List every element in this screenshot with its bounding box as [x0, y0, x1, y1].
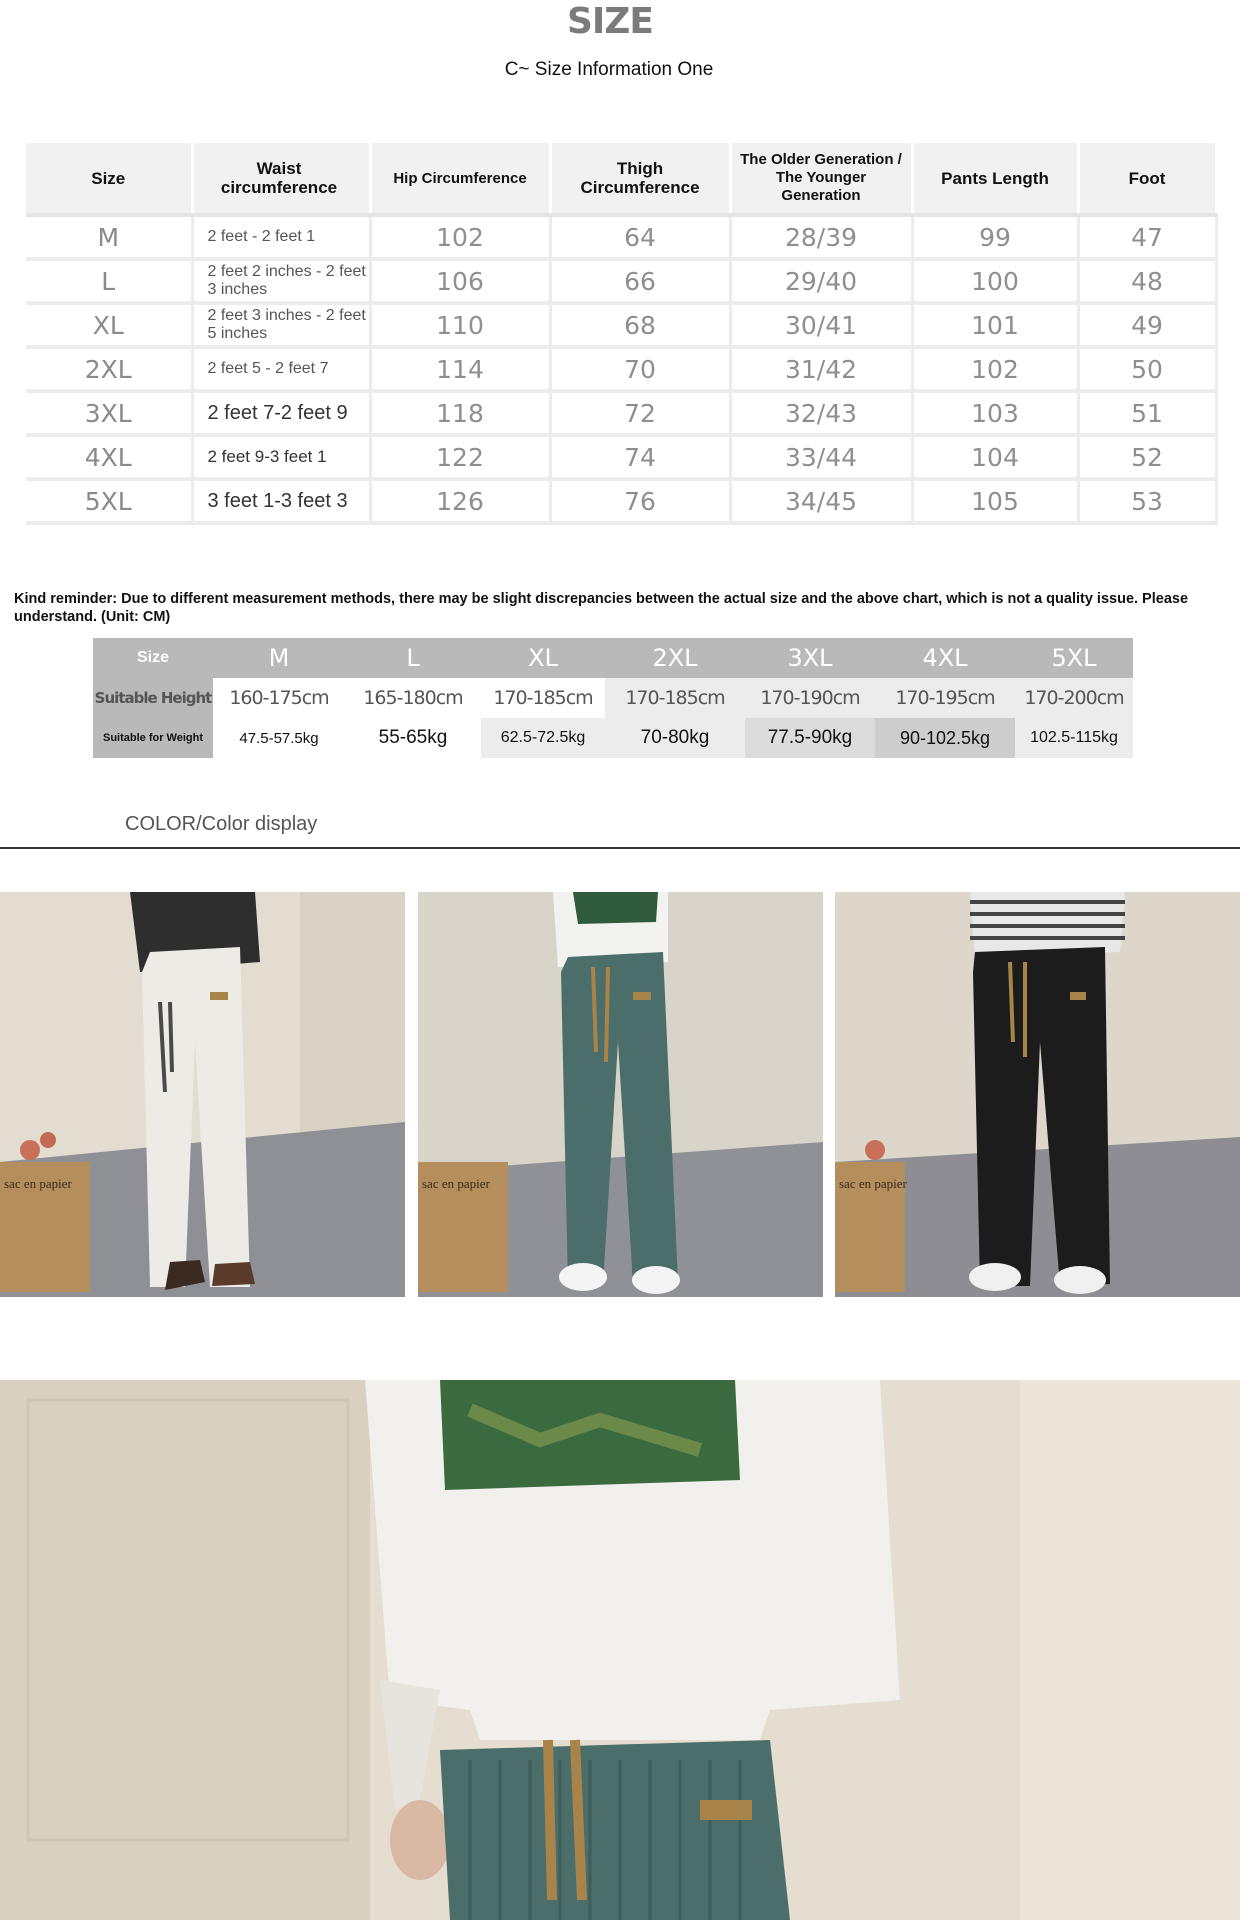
fit-weight-cell: 77.5-90kg — [745, 718, 875, 758]
table-row — [26, 435, 1216, 479]
header-generation: The Older Generation / The Younger Generation — [730, 143, 912, 215]
size-cell: 5XL — [26, 479, 192, 523]
measurement-table — [26, 143, 1218, 525]
fit-size-label: Size — [93, 638, 213, 678]
hip-cell: 122 — [370, 435, 550, 479]
generation-cell: 28/39 — [730, 215, 912, 259]
waist-cell: 3 feet 1-3 feet 3 — [192, 479, 370, 523]
photo-box-text: sac en papier — [4, 1176, 72, 1191]
fit-height-cell: 170-190cm — [745, 678, 875, 718]
fit-height-cell: 170-185cm — [605, 678, 745, 718]
header-thigh: Thigh Circumference — [550, 143, 730, 215]
waist-cell: 2 feet 2 inches - 2 feet 3 inches — [192, 259, 370, 303]
header-hip: Hip Circumference — [370, 143, 550, 215]
foot-cell: 47 — [1078, 215, 1216, 259]
product-photo-green — [418, 892, 823, 1297]
fit-weight-row — [93, 718, 1133, 758]
pants-length-cell: 100 — [912, 259, 1078, 303]
waist-cell: 2 feet 3 inches - 2 feet 5 inches — [192, 303, 370, 347]
fit-weight-cell: 90-102.5kg — [875, 718, 1015, 758]
fit-height-cell: 170-185cm — [481, 678, 605, 718]
foot-cell: 51 — [1078, 391, 1216, 435]
foot-cell: 52 — [1078, 435, 1216, 479]
measurement-header-row — [26, 143, 1216, 215]
color-section-title: COLOR/Color display — [125, 813, 318, 835]
table-row — [26, 479, 1216, 523]
pants-length-cell: 103 — [912, 391, 1078, 435]
fit-size-cell: 3XL — [745, 638, 875, 678]
size-subheading: C~ Size Information One — [504, 59, 714, 80]
fit-size-cell: 4XL — [875, 638, 1015, 678]
waist-cell: 2 feet - 2 feet 1 — [192, 215, 370, 259]
generation-cell: 30/41 — [730, 303, 912, 347]
foot-cell: 48 — [1078, 259, 1216, 303]
generation-cell: 33/44 — [730, 435, 912, 479]
product-photo-black — [835, 892, 1240, 1297]
thigh-cell: 74 — [550, 435, 730, 479]
foot-cell: 49 — [1078, 303, 1216, 347]
fit-size-cell: XL — [481, 638, 605, 678]
fit-weight-label: Suitable for Weight — [93, 718, 213, 758]
size-cell: M — [26, 215, 192, 259]
pants-length-cell: 102 — [912, 347, 1078, 391]
fit-weight-cell: 102.5-115kg — [1015, 718, 1133, 758]
fit-weight-cell: 70-80kg — [605, 718, 745, 758]
header-pants-length: Pants Length — [912, 143, 1078, 215]
thigh-cell: 68 — [550, 303, 730, 347]
size-cell: 3XL — [26, 391, 192, 435]
generation-cell: 34/45 — [730, 479, 912, 523]
hip-cell: 114 — [370, 347, 550, 391]
hip-cell: 126 — [370, 479, 550, 523]
table-row — [26, 391, 1216, 435]
pants-length-cell: 104 — [912, 435, 1078, 479]
hip-cell: 118 — [370, 391, 550, 435]
generation-cell: 29/40 — [730, 259, 912, 303]
fit-height-cell: 160-175cm — [213, 678, 345, 718]
fit-weight-cell: 55-65kg — [345, 718, 481, 758]
thigh-cell: 72 — [550, 391, 730, 435]
fit-size-row — [93, 638, 1133, 678]
waist-cell: 2 feet 9-3 feet 1 — [192, 435, 370, 479]
foot-cell: 53 — [1078, 479, 1216, 523]
thigh-cell: 76 — [550, 479, 730, 523]
table-row — [26, 215, 1216, 259]
pants-length-cell: 99 — [912, 215, 1078, 259]
fit-size-cell: 5XL — [1015, 638, 1133, 678]
generation-cell: 31/42 — [730, 347, 912, 391]
table-row — [26, 347, 1216, 391]
fit-height-row — [93, 678, 1133, 718]
hip-cell: 106 — [370, 259, 550, 303]
size-cell: 4XL — [26, 435, 192, 479]
photo-box-text: sac en papier — [422, 1176, 490, 1191]
fit-size-cell: 2XL — [605, 638, 745, 678]
color-divider — [0, 847, 1240, 849]
table-row — [26, 303, 1216, 347]
waist-cell: 2 feet 7-2 feet 9 — [192, 391, 370, 435]
fit-size-cell: L — [345, 638, 481, 678]
thigh-cell: 64 — [550, 215, 730, 259]
generation-cell: 32/43 — [730, 391, 912, 435]
fit-table — [93, 638, 1133, 758]
fit-size-cell: M — [213, 638, 345, 678]
fit-height-cell: 165-180cm — [345, 678, 481, 718]
photo-box-text: sac en papier — [839, 1176, 907, 1191]
foot-cell: 50 — [1078, 347, 1216, 391]
thigh-cell: 66 — [550, 259, 730, 303]
product-photo-white — [0, 892, 405, 1297]
waist-cell: 2 feet 5 - 2 feet 7 — [192, 347, 370, 391]
fit-height-cell: 170-195cm — [875, 678, 1015, 718]
fit-weight-cell: 47.5-57.5kg — [213, 718, 345, 758]
product-photo-closeup — [0, 1380, 1240, 1920]
size-cell: 2XL — [26, 347, 192, 391]
header-size: Size — [26, 143, 192, 215]
thigh-cell: 70 — [550, 347, 730, 391]
size-cell: L — [26, 259, 192, 303]
size-cell: XL — [26, 303, 192, 347]
measurement-reminder: Kind reminder: Due to different measurement methods, there may be slight discrepancies between the actual size and the above chart, which is not a quality issue. Please understand. (Unit: CM) — [14, 591, 1189, 625]
table-row — [26, 259, 1216, 303]
hip-cell: 110 — [370, 303, 550, 347]
hip-cell: 102 — [370, 215, 550, 259]
pants-length-cell: 101 — [912, 303, 1078, 347]
header-foot: Foot — [1078, 143, 1216, 215]
fit-height-cell: 170-200cm — [1015, 678, 1133, 718]
fit-weight-cell: 62.5-72.5kg — [481, 718, 605, 758]
size-heading: SIZE — [566, 1, 654, 42]
pants-length-cell: 105 — [912, 479, 1078, 523]
header-waist: Waist circumference — [192, 143, 370, 215]
fit-height-label: Suitable Height — [93, 678, 213, 718]
